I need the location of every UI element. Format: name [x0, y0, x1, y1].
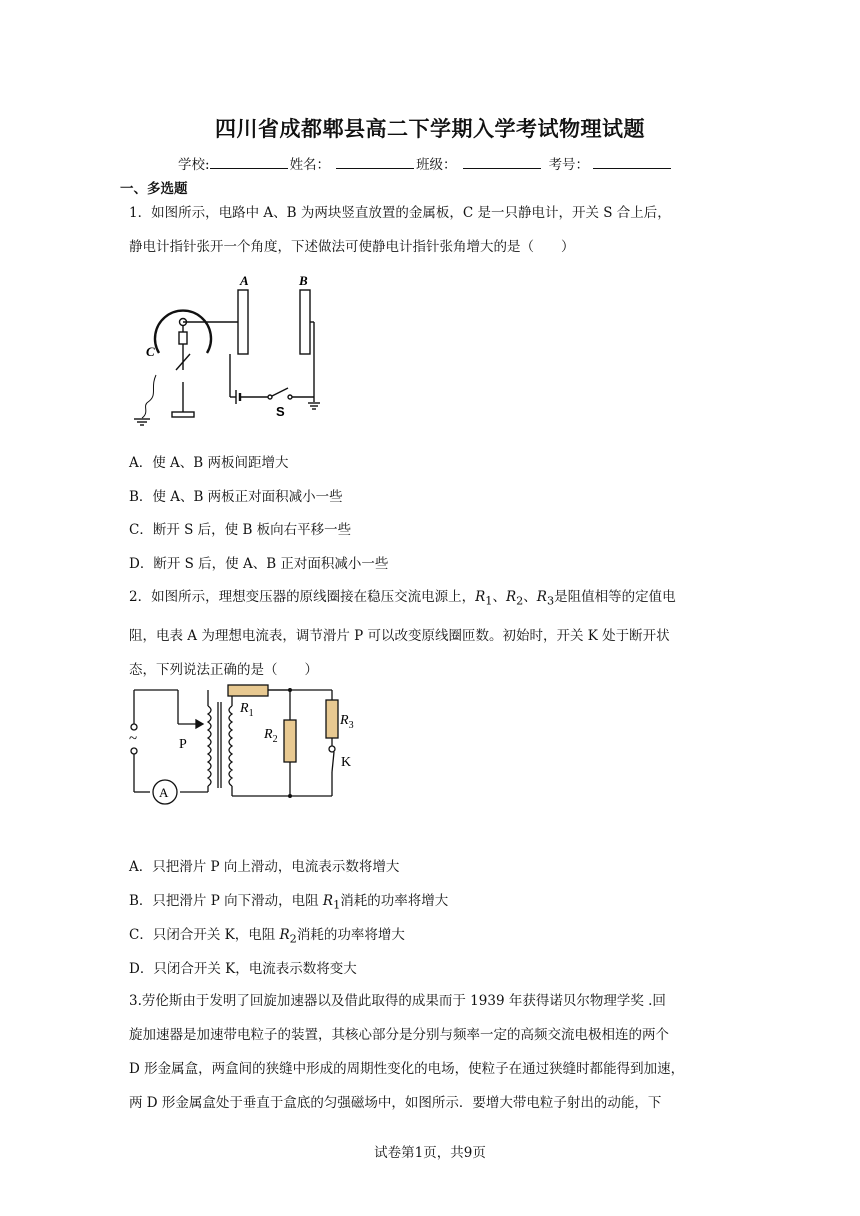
- r1-label-letter: R: [240, 701, 249, 716]
- q1-option-c[interactable]: C．断开 S 后，使 B 板向右平移一些: [129, 522, 352, 538]
- q2-transformer-figure: [128, 680, 368, 810]
- q1-option-b[interactable]: B．使 A、B 两板正对面积减小一些: [129, 489, 343, 505]
- q2-sep1: 、: [492, 589, 506, 605]
- switch-k-label: K: [341, 755, 352, 770]
- q3-line3: D 形金属盒，两盒间的狭缝中形成的周期性变化的电场，使粒子在通过狭缝时都能得到加速，: [129, 1061, 685, 1077]
- school-label: 学校:: [178, 157, 210, 173]
- q2-option-b-text-b: 消耗的功率将增大: [340, 893, 449, 909]
- q2-stem: [129, 580, 741, 687]
- r3-label: [339, 713, 354, 731]
- q2-option-c-r: R: [279, 927, 290, 943]
- exam-number-label: 考号：: [548, 157, 590, 173]
- label-s: S: [276, 404, 285, 419]
- r1-subscript: 1: [485, 594, 493, 608]
- r1-symbol: R: [475, 589, 486, 605]
- page-footer: 试卷第1页，共9页: [374, 1145, 486, 1161]
- r2-label-letter: R: [264, 727, 273, 742]
- q2-stem-line1: [129, 580, 741, 619]
- q2-option-a[interactable]: A．只把滑片 P 向上滑动，电流表示数将增大: [129, 859, 400, 875]
- ac-source-symbol: ~: [129, 731, 138, 747]
- q2-option-c-text-a: C．只闭合开关 K，电阻: [129, 927, 280, 943]
- class-blank[interactable]: [463, 154, 541, 169]
- q2-option-b[interactable]: [129, 889, 448, 912]
- r2-subscript: 2: [516, 594, 524, 608]
- resistor-r1: [228, 685, 268, 696]
- q2-option-b-text-a: B．只把滑片 P 向下滑动，电阻: [129, 893, 323, 909]
- q1-option-d[interactable]: D．断开 S 后，使 A、B 正对面积减小一些: [129, 556, 389, 572]
- q3-line1: 3.劳伦斯由于发明了回旋加速器以及借此取得的成果而于 1939 年获得诺贝尔物理学奖 .回: [129, 993, 666, 1009]
- exam-title: 四川省成都郫县高二下学期入学考试物理试题: [215, 117, 645, 141]
- r1-label: [239, 701, 254, 719]
- q2-sep2: 、: [523, 589, 537, 605]
- r2-label: [263, 727, 278, 745]
- q1-stem-line2: 静电计指针张开一个角度，下述做法可使静电计指针张角增大的是（ ）: [129, 239, 575, 255]
- slider-p-label: P: [179, 737, 187, 752]
- q2-option-b-sub: 1: [333, 898, 341, 912]
- student-info-row: [178, 153, 673, 173]
- r3-label-letter: R: [340, 713, 349, 728]
- name-label: 姓名：: [289, 157, 331, 173]
- exam-number-blank[interactable]: [593, 154, 671, 169]
- name-blank[interactable]: [336, 154, 414, 169]
- q1-electroscope-figure: [128, 270, 343, 440]
- q2-option-c-sub: 2: [289, 932, 297, 946]
- r1-label-sub: 1: [248, 708, 254, 719]
- r2-symbol: R: [505, 589, 517, 605]
- q2-option-c[interactable]: [129, 923, 405, 946]
- r3-symbol: R: [536, 589, 547, 605]
- r3-label-sub: 3: [348, 720, 354, 731]
- r3-subscript: 3: [546, 594, 555, 608]
- q2-option-c-text-b: 消耗的功率将增大: [296, 927, 405, 943]
- plate-a: [238, 290, 248, 354]
- q2-option-b-r: R: [322, 893, 334, 909]
- q2-option-d[interactable]: D．只闭合开关 K，电流表示数将变大: [129, 961, 357, 977]
- label-b: B: [299, 273, 308, 288]
- q1-option-a[interactable]: A．使 A、B 两板间距增大: [129, 455, 289, 471]
- q2-stem-line2: 阻，电表 A 为理想电流表，调节滑片 P 可以改变原线圈匝数。初始时，开关 K 处于断开状: [129, 627, 670, 644]
- q2-stem-text-a: 2．如图所示，理想变压器的原线圈接在稳压交流电源上，: [129, 589, 476, 605]
- resistor-r3: [326, 700, 338, 738]
- label-a: A: [240, 273, 249, 288]
- label-c: C: [146, 344, 155, 359]
- q1-stem-line1: 1．如图所示，电路中 A、B 为两块竖直放置的金属板，C 是一只静电计，开关 S 合上后，: [129, 205, 671, 221]
- ammeter-label: A: [159, 785, 169, 800]
- q3-line2: 旋加速器是加速带电粒子的装置，其核心部分是分别与频率一定的高频交流电极相连的两个: [129, 1027, 669, 1043]
- class-label: 班级：: [416, 157, 457, 173]
- section-title: 一、多选题: [120, 181, 188, 197]
- plate-b: [300, 290, 310, 354]
- school-blank[interactable]: [210, 154, 288, 169]
- resistor-r2: [284, 720, 296, 762]
- r2-label-sub: 2: [272, 734, 278, 745]
- q3-line4: 两 D 形金属盒处于垂直于盒底的匀强磁场中，如图所示．要增大带电粒子射出的动能，下: [129, 1095, 662, 1111]
- q3-stem: [129, 984, 741, 1120]
- q2-stem-text-b: 是阻值相等的定值电: [554, 589, 676, 605]
- q2-stem-line3: 态，下列说法正确的是（ ）: [129, 661, 318, 678]
- q1-stem: [129, 196, 741, 264]
